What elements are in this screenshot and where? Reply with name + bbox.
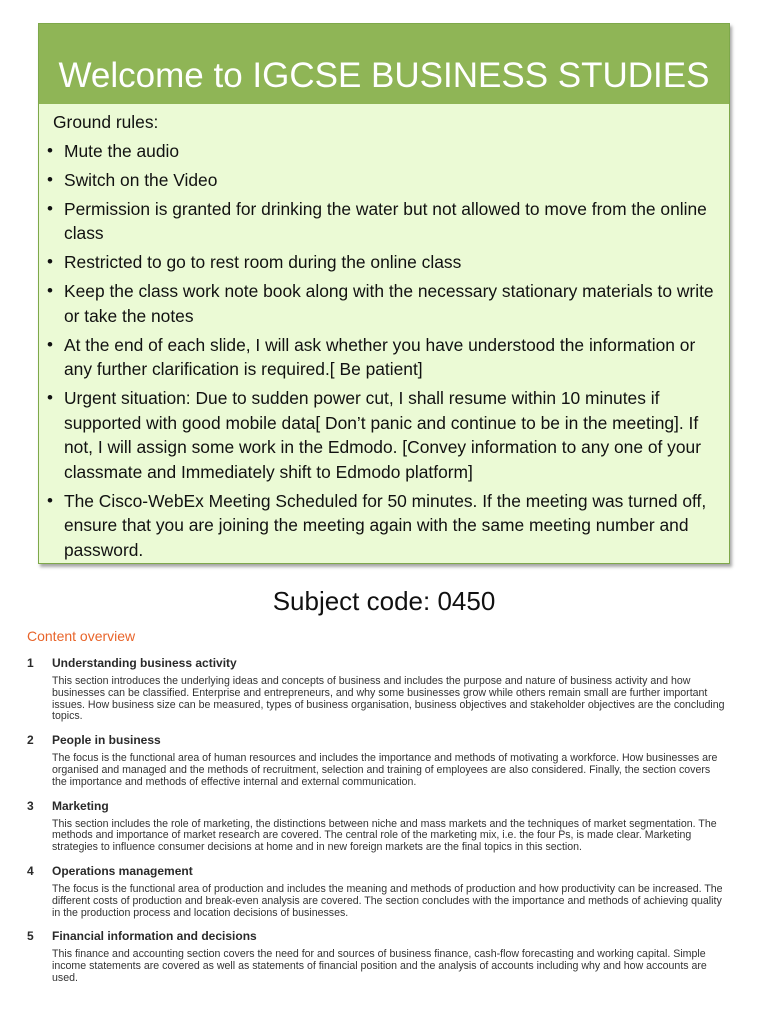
- bullet-icon: •: [47, 490, 53, 510]
- section-number: 2: [27, 733, 34, 748]
- panel-body: [45, 110, 721, 567]
- section-heading: [27, 928, 727, 944]
- rule-item: [45, 139, 721, 164]
- rule-item: [45, 197, 721, 246]
- section-text: The focus is the functional area of production and includes the meaning and methods of production and how productivity can be increased. The different costs of production and break-even analysis are covered. The section concludes with the importance and methods of achieving quality in the production process and location decisions of businesses.: [52, 882, 723, 919]
- panel-header: [39, 24, 729, 104]
- section-title: Understanding business activity: [52, 656, 237, 670]
- bullet-icon: •: [47, 334, 53, 354]
- rule-text: Switch on the Video: [64, 169, 218, 190]
- rule-text: At the end of each slide, I will ask whether you have understood the information or any further clarification is required.[ Be patient]: [64, 334, 696, 379]
- bullet-icon: •: [47, 252, 53, 271]
- rule-text: Permission is granted for drinking the water but not allowed to move from the online class: [64, 198, 707, 243]
- section-number: 4: [27, 863, 34, 878]
- rule-item: [45, 386, 721, 484]
- subject-code: Subject code: 0450: [272, 586, 496, 616]
- bullet-icon: •: [47, 281, 53, 300]
- rule-text: Mute the audio: [64, 140, 180, 161]
- content-overview: [27, 626, 727, 994]
- section-title: Marketing: [52, 798, 109, 813]
- rules-list: [45, 139, 721, 563]
- section-text: The focus is the functional area of human resources and includes the importance and methods of motivating a workforce. How businesses are organised and managed and the methods of recruitment, selection and training of employees are also considered. Finally, the section covers the importance and methods of effective internal and external communication.: [52, 752, 718, 788]
- rule-item: [45, 250, 721, 275]
- section-title: People in business: [52, 733, 161, 748]
- section-number: 3: [27, 798, 34, 813]
- rule-text: Restricted to go to rest room during the online class: [64, 252, 462, 272]
- overview-section: [27, 798, 727, 854]
- section-number: 5: [27, 929, 34, 944]
- page-title: Welcome to IGCSE BUSINESS STUDIES: [58, 56, 710, 95]
- bullet-icon: •: [47, 140, 53, 160]
- rule-text: Urgent situation: Due to sudden power cut, I shall resume within 10 minutes if supported with good mobile data[ Don’t panic and continue to be in the meeting]. If not, I will assign some work in the Edmodo. [Convey information to any one of your classmate and Immediately shift to Edmodo platform]: [64, 388, 702, 482]
- rule-item: [45, 168, 721, 193]
- section-title: Financial information and decisions: [52, 929, 257, 944]
- section-text: This finance and accounting section covers the need for and sources of business finance, cash-flow forecasting and working capital. Simple income statements are covered as well as statements of financial position and the analysis of accounts including why and how accounts are used.: [52, 948, 707, 984]
- section-heading: [27, 732, 727, 748]
- overview-section: [27, 655, 727, 723]
- section-heading: [27, 798, 727, 814]
- rule-text: Keep the class work note book along with the necessary stationary materials to write or take the notes: [64, 281, 714, 326]
- rule-item: [45, 333, 721, 382]
- section-text: This section introduces the underlying ideas and concepts of business and includes the purpose and nature of business activity and how businesses can be classified. Enterprise and entrepreneurs, and why some businesses grow while others remain small are further important issues. How business size can be measured, types of business organisation, business objectives and stakeholder objectives are the concluding topics.: [52, 675, 725, 723]
- rule-item: [45, 279, 721, 328]
- overview-section: [27, 928, 727, 984]
- bullet-icon: •: [47, 388, 53, 407]
- section-text: This section includes the role of marketing, the distinctions between niche and mass markets and the techniques of market segmentation. The methods and importance of market research are covered. The central role of the marketing mix, i.e. the four Ps, is made clear. Marketing strategies to influence consumer decisions at home and in new foreign markets are the final topics in this section.: [52, 817, 717, 854]
- section-number: 1: [27, 656, 34, 670]
- overview-section: [27, 732, 727, 788]
- bullet-icon: •: [47, 169, 53, 189]
- section-title: Operations management: [52, 863, 193, 878]
- section-heading: [27, 655, 727, 671]
- rule-text: The Cisco-WebEx Meeting Scheduled for 50 minutes. If the meeting was turned off, ensure that you are joining the meeting again with the same meeting number and password.: [64, 490, 707, 560]
- rules-heading: Ground rules:: [53, 112, 159, 132]
- ground-rules-panel: [38, 23, 730, 564]
- overview-title: Content overview: [27, 628, 136, 644]
- section-heading: [27, 863, 727, 879]
- bullet-icon: •: [47, 198, 53, 218]
- rule-item: [45, 489, 721, 563]
- overview-section: [27, 863, 727, 919]
